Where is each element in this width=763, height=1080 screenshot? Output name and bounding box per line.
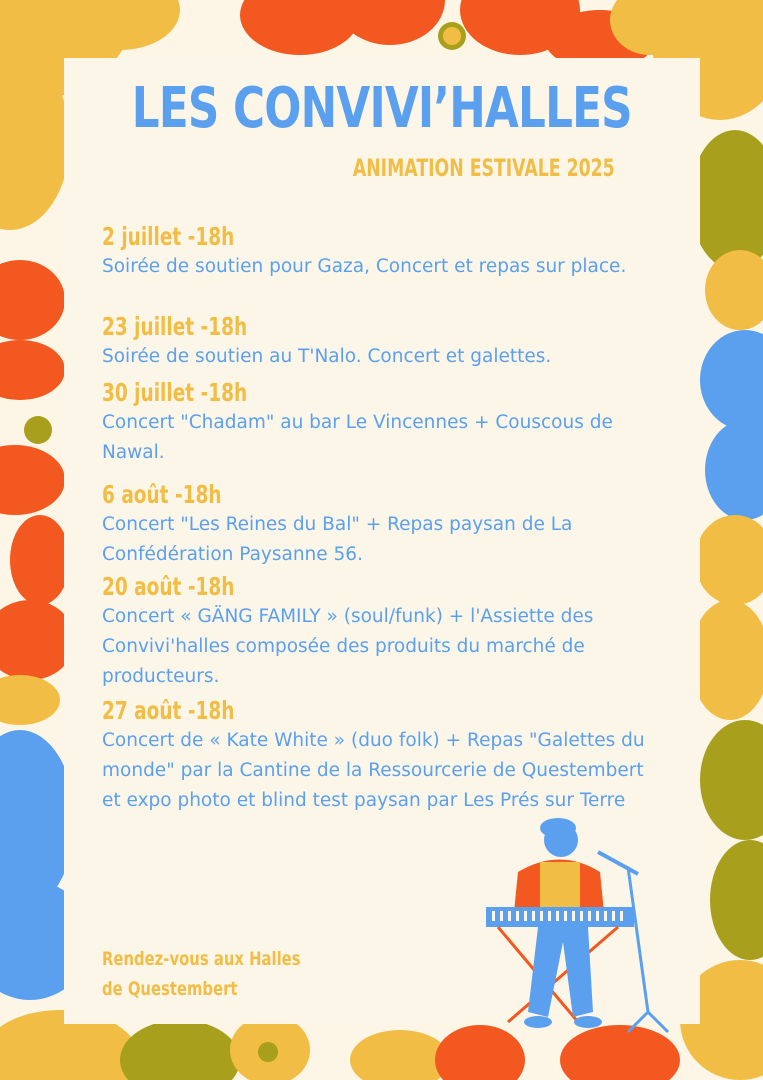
event-date: 20 août -18h <box>102 572 235 601</box>
page-title: LES CONVIVI’HALLES <box>131 76 632 141</box>
venue-line-2: de Questembert <box>102 978 238 1000</box>
page-subtitle: ANIMATION ESTIVALE 2025 <box>353 154 615 182</box>
event-date: 30 juillet -18h <box>102 378 248 407</box>
event-description: Concert de « Kate White » (duo folk) + Repas "Galettes du monde" par la Cantine de la Ressourcerie de Questembert et expo photo et blind test paysan par Les Prés sur Terre <box>102 730 645 811</box>
event-date: 27 août -18h <box>102 696 235 725</box>
event-item <box>102 572 672 692</box>
venue-note <box>102 944 301 1004</box>
event-item <box>102 378 672 468</box>
event-description: Soirée de soutien au T'Nalo. Concert et galettes. <box>102 346 552 367</box>
event-item <box>102 222 672 282</box>
keyboard-musician-illustration <box>478 812 678 1042</box>
event-date: 6 août -18h <box>102 480 222 509</box>
event-item <box>102 696 662 816</box>
venue-line-1: Rendez-vous aux Halles <box>102 948 301 970</box>
event-item <box>102 312 672 372</box>
event-description: Soirée de soutien pour Gaza, Concert et repas sur place. <box>102 256 627 277</box>
event-description: Concert "Les Reines du Bal" + Repas paysan de La Confédération Paysanne 56. <box>102 514 573 565</box>
event-date: 2 juillet -18h <box>102 222 235 251</box>
event-date: 23 juillet -18h <box>102 312 248 341</box>
event-item <box>102 480 672 570</box>
event-description: Concert « GÄNG FAMILY » (soul/funk) + l'Assiette des Convivi'halles composée des produits du marché de producteurs. <box>102 606 594 687</box>
event-description: Concert "Chadam" au bar Le Vincennes + Couscous de Nawal. <box>102 412 613 463</box>
